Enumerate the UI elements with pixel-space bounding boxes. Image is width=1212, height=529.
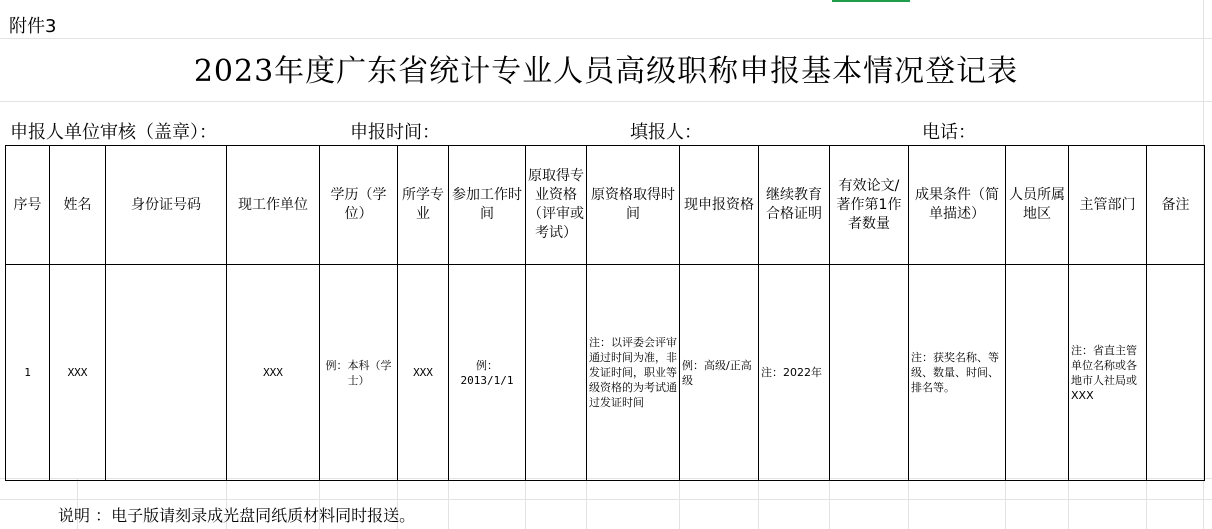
cell-achievements[interactable]: 注：获奖名称、等级、数量、时间、排名等。 [909, 265, 1006, 481]
phone-label: 电话： [922, 122, 976, 143]
cell-major[interactable]: XXX [398, 265, 449, 481]
header-cell[interactable]: 序号 [6, 146, 50, 265]
cell-work-unit[interactable]: XXX [227, 265, 320, 481]
cell-continuing-education[interactable]: 注：2022年 [759, 265, 830, 481]
table-header-row [6, 146, 1205, 265]
cell-qualification-time[interactable]: 注：以评委会评审通过时间为准，非发证时间，职业等级资格的为考试通过发证时间 [587, 265, 680, 481]
header-cell[interactable]: 人员所属地区 [1006, 146, 1069, 265]
header-cell[interactable]: 继续教育合格证明 [759, 146, 830, 265]
header-cell[interactable]: 原取得专业资格（评审或考试） [526, 146, 587, 265]
cell-original-qualification[interactable] [526, 265, 587, 481]
unit-review-label: 申报人单位审核（盖章）： [10, 122, 217, 143]
cell-department[interactable]: 注：省直主管单位名称或各地市人社局或XXX [1069, 265, 1147, 481]
cell-work-start[interactable]: 例：2013/1/1 [449, 265, 526, 481]
header-cell[interactable]: 姓名 [50, 146, 106, 265]
selected-column-indicator [832, 0, 910, 2]
cell-name[interactable]: XXX [50, 265, 106, 481]
filler-label: 填报人： [630, 122, 702, 143]
header-cell[interactable]: 主管部门 [1069, 146, 1147, 265]
header-cell[interactable]: 备注 [1147, 146, 1205, 265]
attachment-label: 附件3 [9, 16, 57, 37]
header-cell[interactable]: 现工作单位 [227, 146, 320, 265]
header-cell[interactable]: 原资格取得时间 [587, 146, 680, 265]
cell-remarks[interactable] [1147, 265, 1205, 481]
footnote: 说明 ：电子版请刻录成光盘同纸质材料同时报送。 [58, 506, 416, 525]
apply-time-label: 申报时间： [350, 122, 440, 143]
header-cell[interactable]: 成果条件（简单描述） [909, 146, 1006, 265]
header-cell[interactable]: 学历（学位） [320, 146, 398, 265]
header-cell[interactable]: 现申报资格 [680, 146, 759, 265]
cell-id-number[interactable] [106, 265, 227, 481]
cell-papers[interactable] [830, 265, 909, 481]
cell-education[interactable]: 例：本科（学士） [320, 265, 398, 481]
registration-table [5, 145, 1205, 481]
table-row [6, 265, 1205, 481]
header-cell[interactable]: 所学专业 [398, 146, 449, 265]
cell-region[interactable] [1006, 265, 1069, 481]
header-cell[interactable]: 参加工作时间 [449, 146, 526, 265]
header-cell[interactable]: 有效论文/著作第1作者数量 [830, 146, 909, 265]
cell-applied-qualification[interactable]: 例：高级/正高级 [680, 265, 759, 481]
page-title: 2023年度广东省统计专业人员高级职称申报基本情况登记表 [193, 54, 1019, 89]
cell-seq[interactable]: 1 [6, 265, 50, 481]
header-cell[interactable]: 身份证号码 [106, 146, 227, 265]
